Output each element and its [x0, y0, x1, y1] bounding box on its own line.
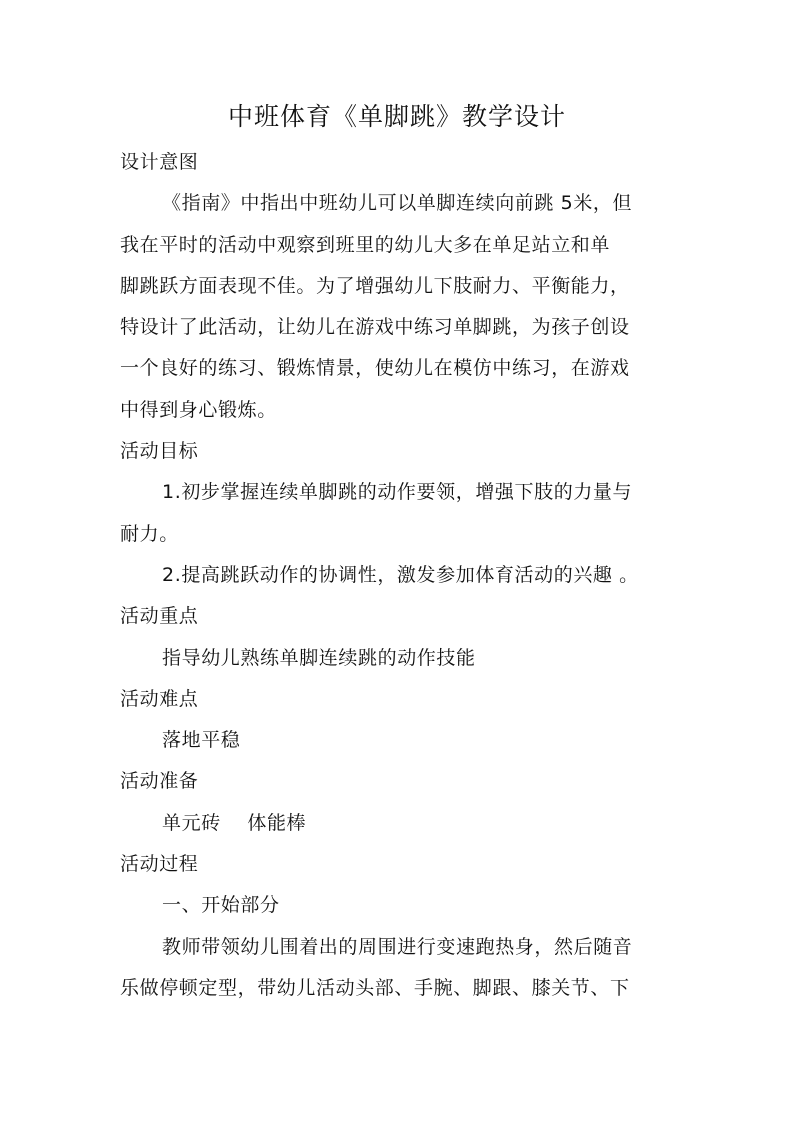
- paragraph-line: 一个良好的练习、锻炼情景，使幼儿在模仿中练习，在游戏: [120, 357, 630, 380]
- paragraph-line: 中得到身心锻炼。: [120, 398, 277, 421]
- section-heading-design-intent: 设计意图: [120, 151, 199, 173]
- section-heading-process: 活动过程: [120, 853, 199, 876]
- process-part1-heading: 一、开始部分: [162, 894, 280, 917]
- section-heading-difficulty: 活动难点: [120, 687, 199, 710]
- paragraph-line: 《指南》中指出中班幼儿可以单脚连续向前跳 5米，但: [162, 192, 633, 215]
- preparation-text: 单元砖 体能棒: [162, 811, 307, 834]
- document-title: 中班体育《单脚跳》教学设计: [227, 102, 566, 131]
- section-heading-key-point: 活动重点: [120, 605, 199, 628]
- section-heading-preparation: 活动准备: [120, 770, 199, 793]
- paragraph-line: 耐力。: [120, 522, 179, 545]
- paragraph-line: 1.初步掌握连续单脚跳的动作要领，增强下肢的力量与: [162, 481, 633, 504]
- process-part1-paragraph: [120, 927, 675, 1010]
- document-body: [120, 142, 675, 1009]
- paragraph-line: 特设计了此活动，让幼儿在游戏中练习单脚跳，为孩子创设: [120, 316, 630, 339]
- goal-1: [120, 472, 675, 555]
- key-point-text: 指导幼儿熟练单脚连续跳的动作技能: [162, 646, 476, 669]
- goal-2: 2.提高跳跃动作的协调性，激发参加体育活动的兴趣 。: [162, 563, 639, 586]
- paragraph-line: 教师带领幼儿围着出的周围进行变速跑热身，然后随音: [162, 935, 633, 958]
- paragraph-line: 我在平时的活动中观察到班里的幼儿大多在单足站立和单: [120, 233, 611, 256]
- difficulty-text: 落地平稳: [162, 729, 241, 752]
- design-intent-paragraph: [120, 183, 675, 431]
- paragraph-line: 脚跳跃方面表现不佳。为了增强幼儿下肢耐力、平衡能力，: [120, 274, 630, 297]
- paragraph-line: 乐做停顿定型，带幼儿活动头部、手腕、脚跟、膝关节、下: [120, 976, 630, 999]
- section-heading-goals: 活动目标: [120, 440, 199, 463]
